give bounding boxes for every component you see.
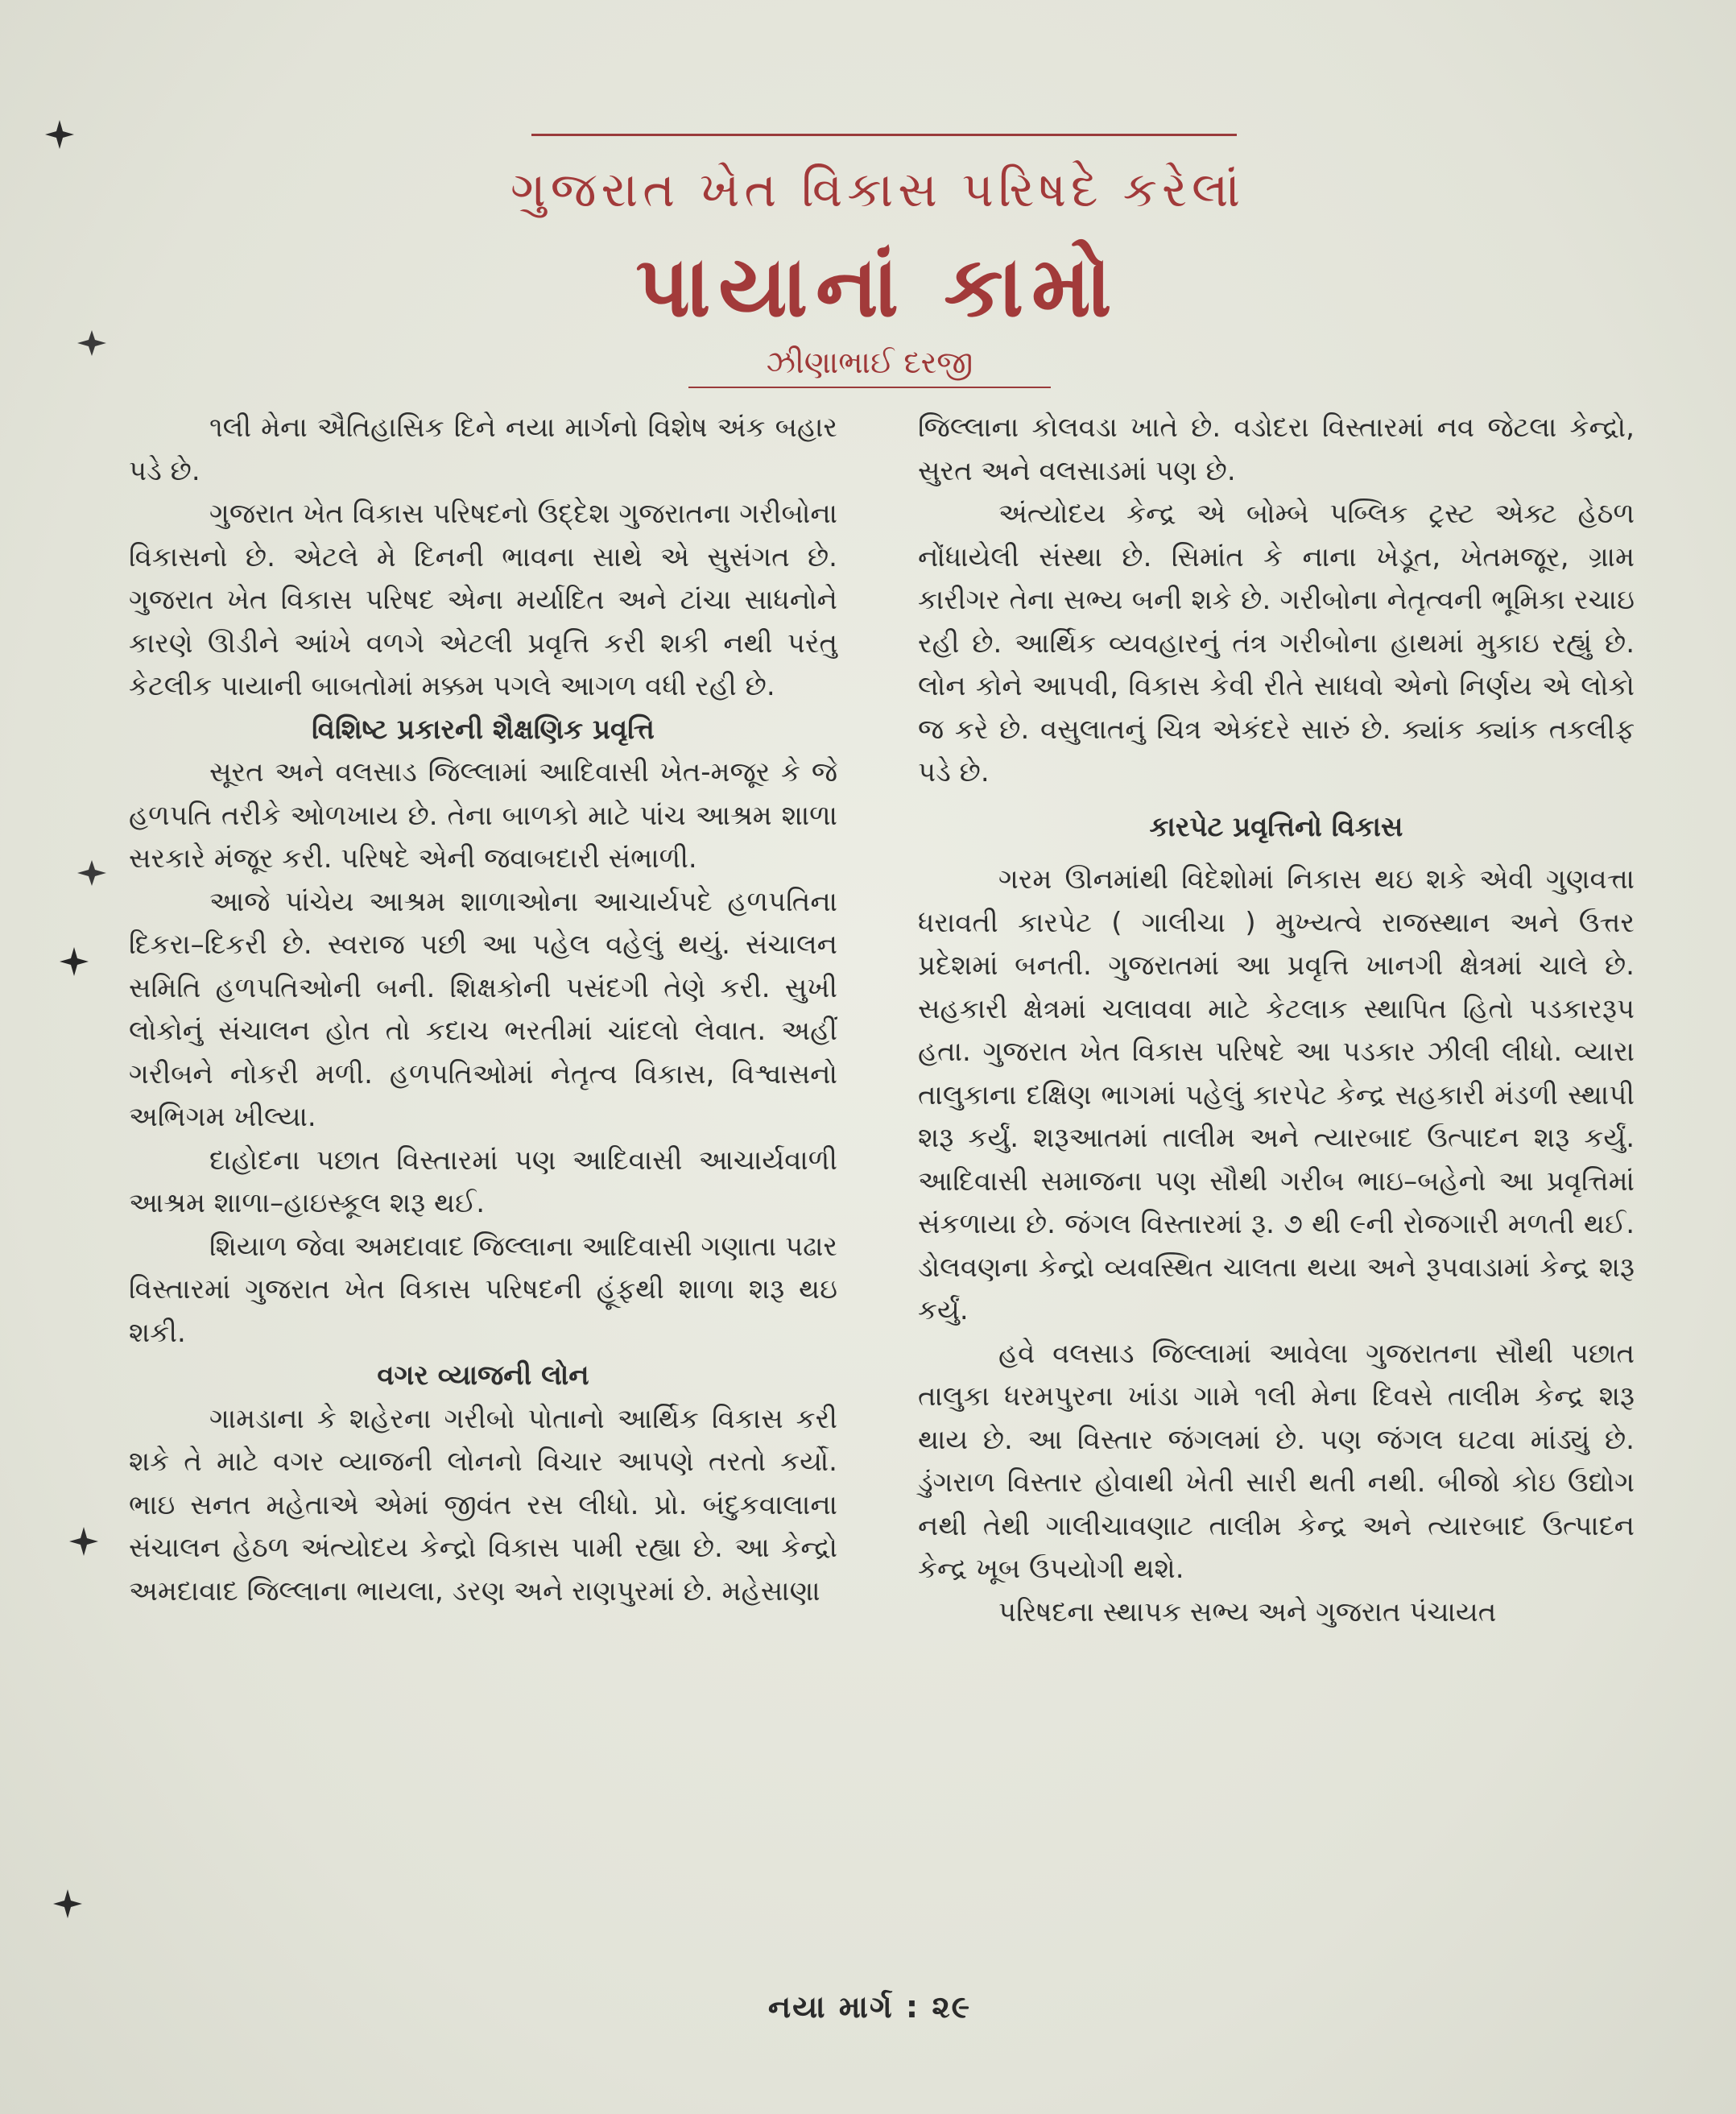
paragraph: અંત્યોદય કેન્દ્ર એ બોમ્બે પબ્લિક ટ્રસ્ટ એક્ટ હેઠળ નોંધાયેલી સંસ્થા છે. સિમાંત કે નાના ખેડૂત, ખેતમજૂર, ગ્રામ કારીગર તેના સભ્ય બની શકે છે. ગરીબોના નેતૃત્વની ભૂમિકા રચાઇ રહી છે. આર્થિક વ્યવહારનું તંત્ર ગરીબોના હાથમાં મુકાઇ રહ્યું છે. લોન કોને આપવી, વિકાસ કેવી રીતે સાધવો એનો નિર્ણય એ લોકો જ કરે છે. વસુલાતનું ચિત્ર એકંદરે સારું છે. ક્યાંક ક્યાંક તકલીફ પડે છે. bbox=[918, 498, 1635, 788]
paragraph: ગામડાના કે શહેરના ગરીબો પોતાનો આર્થિક વિકાસ કરી શકે તે માટે વગર વ્યાજની લોનનો વિચાર આપણે તરતો કર્યો. ભાઇ સનત મહેતાએ એમાં જીવંત રસ લીધો. પ્રો. બંદુકવાલાના સંચાલન હેઠળ અંત્યોદય કેન્દ્રો વિકાસ પામી રહ્યા છે. આ કેન્દ્રો અમદાવાદ જિલ્લાના ભાયલા, ડરણ અને રાણપુરમાં છે. મહેસાણા bbox=[129, 1402, 837, 1607]
paragraph: સૂરત અને વલસાડ જિલ્લામાં આદિવાસી ખેત-મજૂર કે જે હળપતિ તરીકે ઓળખાય છે. તેના બાળકો માટે પાંચ આશ્રમ શાળા સરકારે મંજૂર કરી. પરિષદે એની જવાબદારી સંભાળી. bbox=[129, 756, 837, 875]
section-heading: વગર વ્યાજની લોન bbox=[377, 1359, 589, 1392]
article-author: ઝીણાભાઈ દરજી bbox=[766, 345, 973, 380]
paragraph: પરિષદના સ્થાપક સભ્ય અને ગુજરાત પંચાયત bbox=[998, 1595, 1497, 1628]
paragraph: ગરમ ઊનમાંથી વિદેશોમાં નિકાસ થઇ શકે એવી ગુણવત્તા ધરાવતી કારપેટ ( ગાલીચા ) મુખ્યત્વે રાજસ્થાન અને ઉત્તર પ્રદેશમાં બનતી. ગુજરાતમાં આ પ્રવૃત્તિ ખાનગી ક્ષેત્રમાં ચાલે છે. સહકારી ક્ષેત્રમાં ચલાવવા માટે કેટલાક સ્થાપિત હિતો પડકારરૂપ હતા. ગુજરાત ખેત વિકાસ પરિષદે આ પડકાર ઝીલી લીધો. વ્યારા તાલુકાના દક્ષિણ ભાગમાં પહેલું કારપેટ કેન્દ્ર સહકારી મંડળી સ્થાપી શરૂ કર્યું. શરૂઆતમાં તાલીમ અને ત્યારબાદ ઉત્પાદન શરૂ કર્યું. આદિવાસી સમાજના પણ સૌથી ગરીબ ભાઇ–બહેનો આ પ્રવૃત્તિમાં સંકળાયા છે. જંગલ વિસ્તારમાં રૂ. ૭ થી ૯ની રોજગારી મળતી થઈ. ડોલવણના કેન્દ્રો વ્યવસ્થિત ચાલતા થયા અને રૂપવાડામાં કેન્દ્ર શરૂ કર્યું. bbox=[918, 863, 1635, 1326]
right-column bbox=[918, 407, 1635, 1634]
article-title: ગુજરાત ખેત વિકાસ પરિષદે કરેલાં bbox=[510, 162, 1246, 218]
punch-hole-icon bbox=[42, 117, 77, 152]
punch-hole-icon bbox=[74, 325, 110, 361]
paragraph: હવે વલસાડ જિલ્લામાં આવેલા ગુજરાતના સૌથી પછાત તાલુકા ધરમપુરના ખાંડા ગામે ૧લી મેના દિવસે તાલીમ કેન્દ્ર શરૂ થાય છે. આ વિસ્તાર જંગલમાં છે. પણ જંગલ ઘટવા માંડ્યું છે. ડુંગરાળ વિસ્તાર હોવાથી ખેતી સારી થતી નથી. બીજો કોઇ ઉદ્યોગ નથી તેથી ગાલીચાવણાટ તાલીમ કેન્દ્ર અને ત્યારબાદ ઉત્પાદન કેન્દ્ર ખૂબ ઉપયોગી થશે. bbox=[918, 1337, 1635, 1585]
punch-hole-icon bbox=[56, 944, 92, 979]
section-heading: કારપેટ પ્રવૃત્તિનો વિકાસ bbox=[1149, 810, 1403, 843]
paragraph-continued: જિલ્લાના કોલવડા ખાતે છે. વડોદરા વિસ્તારમાં નવ જેટલા કેન્દ્રો, સુરત અને વલસાડમાં પણ છે. bbox=[918, 412, 1635, 487]
punch-hole-icon bbox=[50, 1886, 85, 1922]
punch-hole-icon bbox=[74, 855, 110, 891]
paragraph: શિયાળ જેવા અમદાવાદ જિલ્લાના આદિવાસી ગણાતા પઢાર વિસ્તારમાં ગુજરાત ખેત વિકાસ પરિષદની હૂંફથી શાળા શરૂ થઇ શકી. bbox=[129, 1230, 837, 1349]
page-footer: નયા માર્ગ : ૨૯ bbox=[767, 1989, 972, 2025]
top-rule bbox=[531, 134, 1237, 136]
paragraph: ગુજરાત ખેત વિકાસ પરિષદનો ઉદ્દેશ ગુજરાતના ગરીબોના વિકાસનો છે. એટલે મે દિનની ભાવના સાથે એ સુસંગત છે. ગુજરાત ખેત વિકાસ પરિષદ એના મર્યાદિત અને ટાંચા સાધનોને કારણે ઊડીને આંખે વળગે એટલી પ્રવૃત્તિ કરી શકી નથી પરંતુ કેટલીક પાયાની બાબતોમાં મક્કમ પગલે આગળ વધી રહી છે. bbox=[129, 498, 837, 702]
paragraph: દાહોદના પછાત વિસ્તારમાં પણ આદિવાસી આચાર્યવાળી આશ્રમ શાળા–હાઇસ્કૂલ શરૂ થઈ. bbox=[129, 1144, 837, 1219]
author-underline bbox=[688, 387, 1051, 388]
punch-hole-icon bbox=[66, 1524, 101, 1559]
paragraph: આજે પાંચેય આશ્રમ શાળાઓના આચાર્યપદે હળપતિના દિકરા–દિકરી છે. સ્વરાજ પછી આ પહેલ વહેલું થયું. સંચાલન સમિતિ હળપતિઓની બની. શિક્ષકોની પસંદગી તેણે કરી. સુખી લોકોનું સંચાલન હોત તો કદાચ ભરતીમાં ચાંદલો લેવાત. અહીં ગરીબને નોકરી મળી. હળપતિઓમાં નેતૃત્વ વિકાસ, વિશ્વાસનો અભિગમ ખીલ્યા. bbox=[129, 885, 837, 1133]
paragraph: ૧લી મેના ઐતિહાસિક દિને નયા માર્ગનો વિશેષ અંક બહાર પડે છે. bbox=[129, 412, 837, 487]
section-heading: વિશિષ્ટ પ્રકારની શૈક્ષણિક પ્રવૃત્તિ bbox=[312, 713, 655, 746]
article-subtitle: પાયાનાં કામો bbox=[635, 238, 1120, 336]
left-column bbox=[129, 407, 837, 1613]
